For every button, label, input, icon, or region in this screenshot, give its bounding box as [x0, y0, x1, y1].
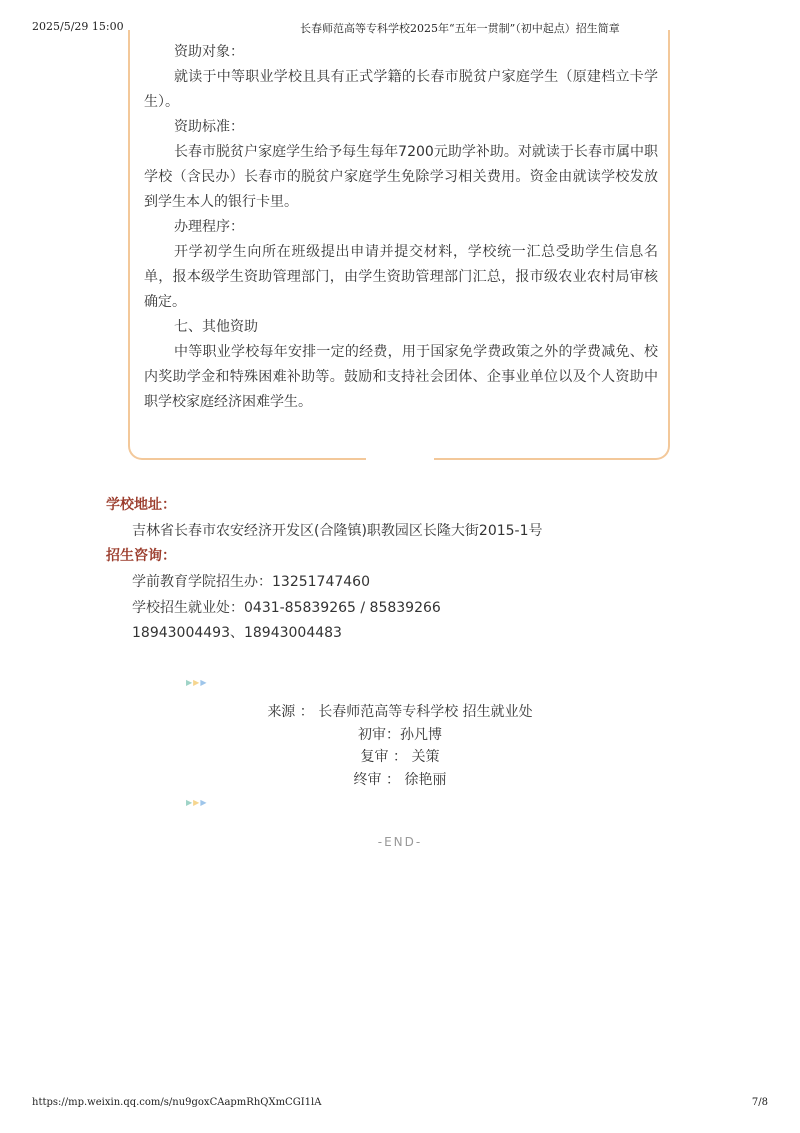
paragraph-subsidy-target: 就读于中等职业学校且具有正式学籍的长春市脱贫户家庭学生（原建档立卡学生）。	[144, 69, 658, 110]
paragraph-subsidy-standard-heading: 资助标准：	[174, 119, 244, 135]
paragraph-subsidy-target-heading: 资助对象：	[174, 44, 244, 60]
consult-line-office: 学校招生就业处：0431-85839265 / 85839266	[132, 600, 441, 616]
triple-arrow-divider-icon: ▶▶▶	[186, 798, 208, 807]
paragraph-subsidy-standard: 长春市脱贫户家庭学生给予每生每年7200元助学补助。对就读于长春市属中职学校（含民办）长春市的脱贫户家庭学生免除学习相关费用。资金由就读学校发放到学生本人的银行卡里。	[144, 144, 658, 210]
credit-second-review: 复审 ： 关策	[360, 749, 440, 765]
subsidy-card	[128, 30, 670, 460]
paragraph-procedure-heading: 办理程序：	[174, 219, 244, 235]
consult-line-mobile: 18943004493、18943004483	[132, 625, 342, 641]
consult-label: 招生咨询：	[106, 548, 176, 564]
card-content	[144, 40, 658, 415]
paragraph-procedure: 开学初学生向所在班级提出申请并提交材料，学校统一汇总受助学生信息名单，报本级学生资助管理部门，由学生资助管理部门汇总，报市级农业农村局审核确定。	[144, 244, 658, 310]
end-mark: -END-	[377, 835, 423, 849]
paragraph-other-subsidy-heading: 七、其他资助	[174, 319, 258, 335]
paragraph-other-subsidy: 中等职业学校每年安排一定的经费，用于国家免学费政策之外的学费减免、校内奖助学金和特殊困难补助等。鼓励和支持社会团体、企事业单位以及个人资助中职学校家庭经济困难学生。	[144, 344, 658, 410]
credit-final-review: 终审 ： 徐艳丽	[353, 772, 447, 788]
address-value: 吉林省长春市农安经济开发区(合隆镇)职教园区长隆大街2015-1号	[132, 523, 543, 539]
consult-line-preschool: 学前教育学院招生办：13251747460	[132, 574, 370, 590]
page-number: 7/8	[751, 1097, 768, 1108]
print-title: 长春师范高等专科学校2025年“五年一贯制”（初中起点）招生简章	[300, 22, 620, 35]
address-label: 学校地址：	[106, 497, 176, 513]
print-url: https://mp.weixin.qq.com/s/nu9goxCAapmRhQXmCGI1lA	[32, 1097, 322, 1108]
print-footer	[32, 1097, 768, 1113]
triple-arrow-divider-icon: ▶▶▶	[186, 678, 208, 687]
card-border-gap	[366, 454, 434, 462]
credit-first-review: 初审：孙凡博	[358, 727, 442, 743]
print-date: 2025/5/29 15:00	[32, 20, 124, 33]
credit-source: 来源 ： 长春师范高等专科学校 招生就业处	[267, 704, 533, 720]
